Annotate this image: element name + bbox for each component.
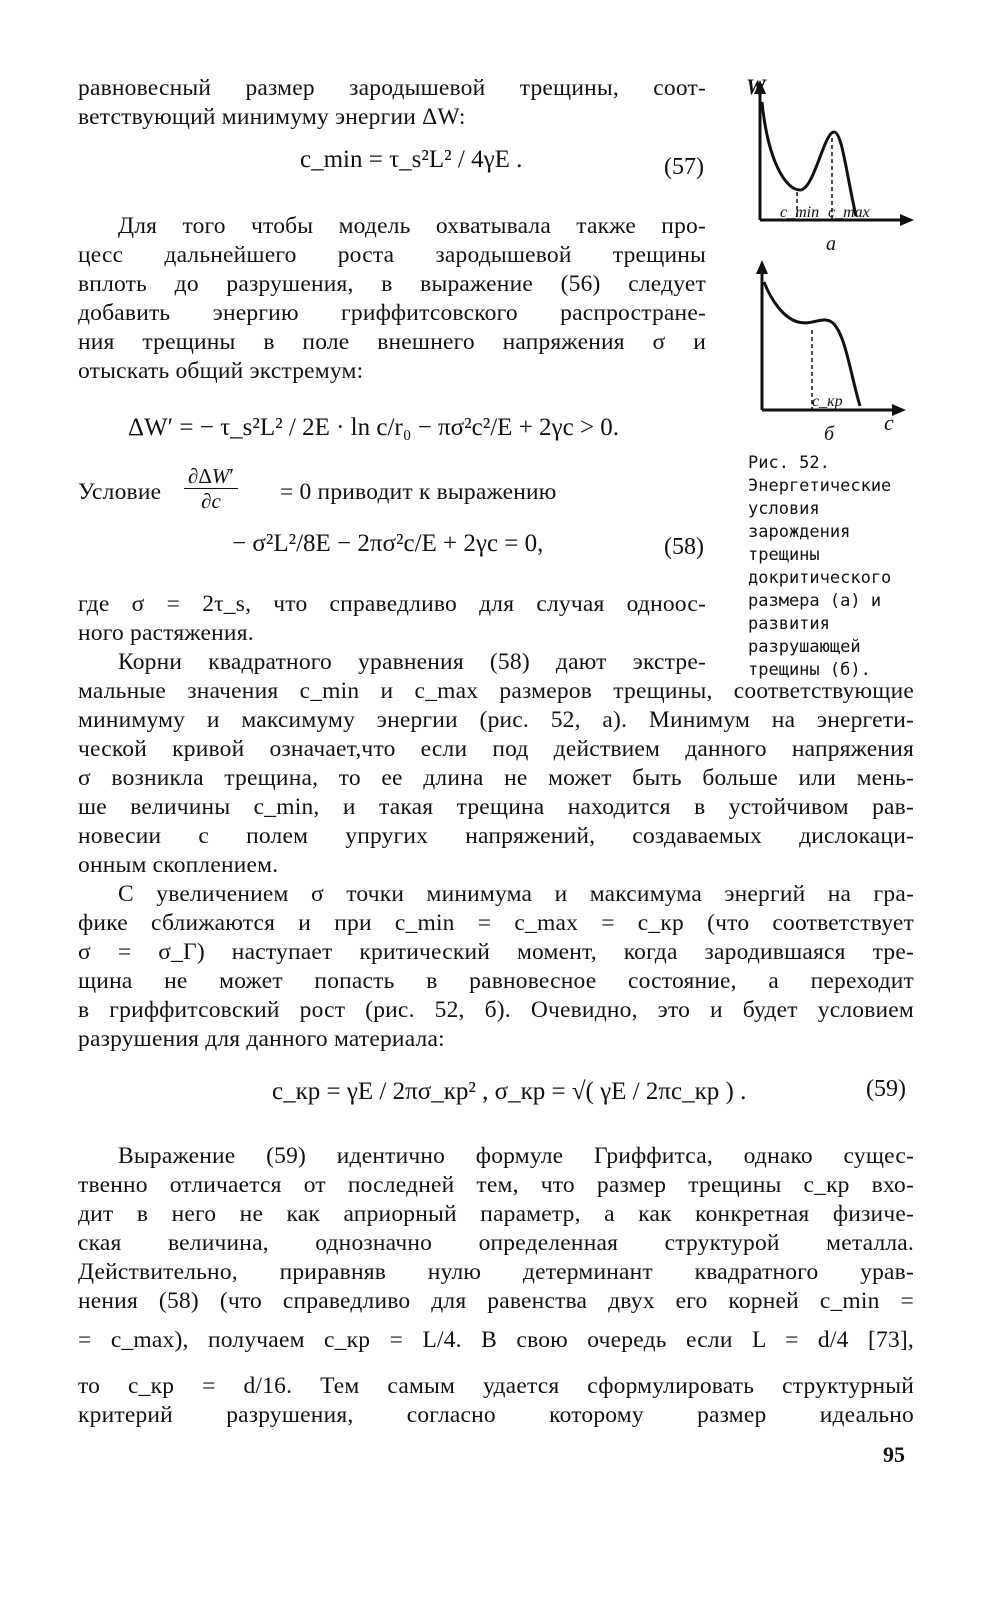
text-line: ния трещины в поле внешнего напряжения σ и: [78, 329, 706, 355]
text-line: онным скоплением.: [78, 852, 279, 878]
text-line: щина не может попасть в равновесное состояние, а переходит: [78, 968, 914, 994]
text-line: Условие: [78, 479, 162, 505]
equation-58: − σ²L²/8E − 2πσ²c/E + 2γc = 0,: [232, 530, 544, 557]
text-line: цесс дальнейшего роста зародышевой трещины: [78, 242, 706, 268]
text-line: = c_max), получаем c_кр = L/4. В свою очередь если L = d/4 [73],: [78, 1327, 914, 1353]
equation-number: (57): [664, 154, 704, 180]
text-line: новесии с полем упругих напряжений, создаваемых дислокаци-: [78, 823, 914, 849]
axis-label-c: c: [884, 410, 894, 435]
text-line: нения (58) (что справедливо для равенства двух его корней c_min =: [78, 1288, 914, 1314]
text-line: отыскать общий экстремум:: [78, 358, 364, 384]
equation-number: (58): [664, 534, 704, 560]
text-line: С увеличением σ точки минимума и максимума энергий на гра-: [118, 881, 914, 907]
text-line: фике сближаются и при c_min = c_max = c_кр (что соответствует: [78, 910, 914, 936]
figure-caption: Рис. 52. Энергетические условия зарождения трещины докритического размера (а) и развития разрушающей трещины (б).: [748, 453, 892, 680]
equation-57: c_min = τ_s²L² / 4γE .: [300, 146, 523, 173]
text-line: мальные значения c_min и c_max размеров трещины, соответствующие: [78, 678, 914, 704]
text-line: Действительно, приравняв нулю детерминант квадратного урав-: [78, 1259, 914, 1285]
text-line: дит в него не как априорный параметр, а как конкретная физиче-: [78, 1201, 914, 1227]
text-line: в гриффитсовский рост (рис. 52, б). Очевидно, это и будет условием: [78, 997, 914, 1023]
arrow-up-icon: [756, 260, 768, 274]
sub-label-a: а: [826, 233, 836, 255]
text-line: критерий разрушения, согласно которому размер идеально: [78, 1402, 914, 1428]
text-line: минимуму и максимуму энергии (рис. 52, а). Минимум на энергети-: [78, 707, 914, 733]
axis-label-w: W: [746, 74, 766, 99]
text-line: ская величина, однозначно определенная структурой металла.: [78, 1230, 914, 1256]
page-number: 95: [883, 1442, 905, 1467]
text-line: равновесный размер зародышевой трещины, соот-: [78, 75, 706, 101]
label-cmax: c_max: [828, 204, 870, 221]
equation-59: c_кр = γE / 2πσ_кр² , σ_кр = √( γE / 2πc_кр ) .: [272, 1078, 747, 1105]
text-line: разрушения для данного материала:: [78, 1026, 445, 1052]
text-line: ше величины c_min, и такая трещина находится в устойчивом рав-: [78, 794, 914, 820]
text-line: σ возникла трещина, то ее длина не может быть больше или мень-: [78, 765, 914, 791]
text-line: вплоть до разрушения, в выражение (56) следует: [78, 271, 706, 297]
label-cmin: c_min: [780, 204, 820, 221]
equation-number: (59): [866, 1076, 906, 1102]
text-line: Корни квадратного уравнения (58) дают экстре-: [118, 649, 706, 675]
equation-delta-w: ΔW′ = − τ_s²L² / 2E · ln c/r₀ − πσ²c²/E + 2γc > 0.: [128, 414, 620, 441]
figure-52b: [756, 260, 906, 444]
figure-52a: [746, 74, 914, 255]
label-ckr: c_кр: [812, 393, 843, 410]
text-line: твенно отличается от последней тем, что размер трещины c_кр вхо-: [78, 1172, 914, 1198]
arrow-right-icon: [892, 404, 906, 416]
arrow-right-icon: [900, 214, 914, 226]
text-line: то c_кр = d/16. Тем самым удается сформулировать структурный: [78, 1373, 914, 1399]
text-line: добавить энергию гриффитсовского распростране-: [78, 300, 706, 326]
derivative-fraction: ∂ΔW′ ∂c: [184, 464, 238, 513]
text-line: ческой кривой означает,что если под действием данного напряжения: [78, 736, 914, 762]
energy-curve-a: [762, 102, 856, 216]
text-line: Для того чтобы модель охватывала также про-: [118, 213, 706, 239]
text-line: ветствующий минимуму энергии ΔW:: [78, 104, 466, 130]
figure-52: [738, 72, 918, 444]
text-line: = 0 приводит к выражению: [280, 479, 557, 505]
text-line: σ = σ_Г) наступает критический момент, когда зародившаяся тре-: [78, 939, 914, 965]
text-line: Выражение (59) идентично формуле Гриффитса, однако сущес-: [118, 1143, 914, 1169]
sub-label-b: б: [824, 423, 835, 444]
text-line: где σ = 2τ_s, что справедливо для случая одноос-: [78, 591, 706, 617]
text-line: ного растяжения.: [78, 620, 254, 646]
